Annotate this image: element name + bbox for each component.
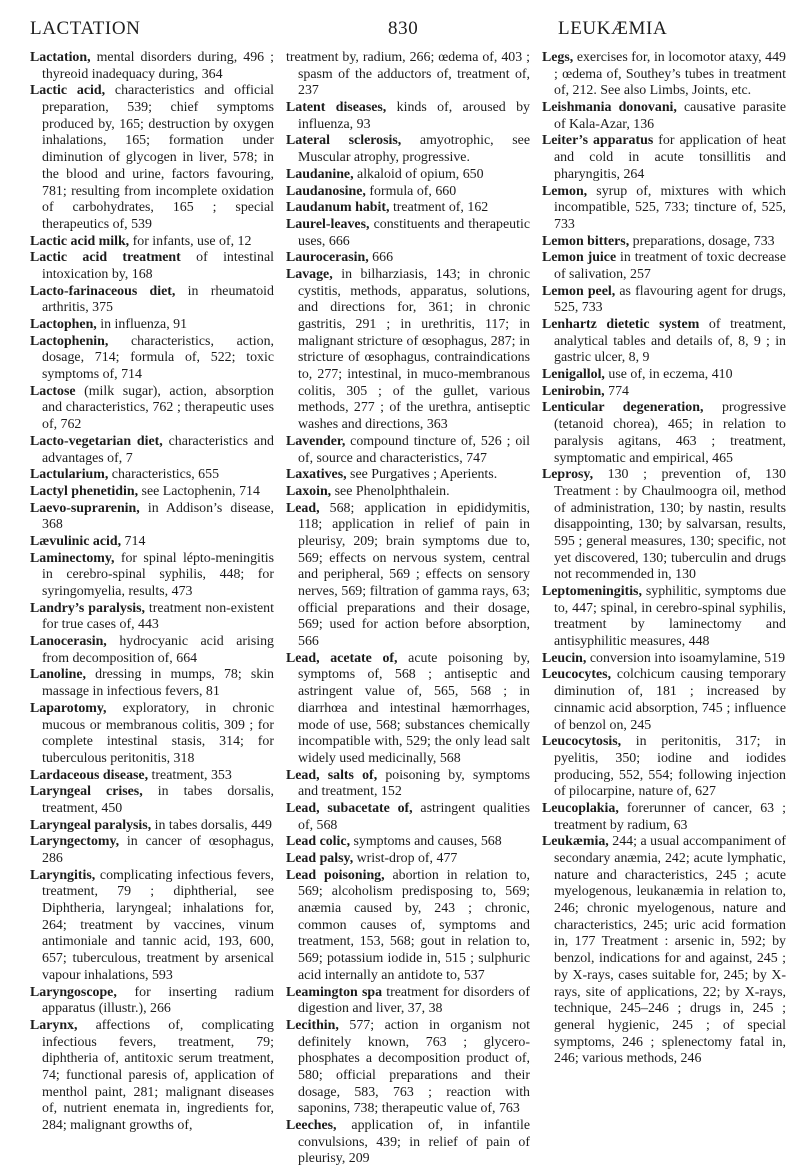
index-entry (30, 868, 274, 985)
index-term: Laminectomy, (30, 550, 115, 566)
index-term: Laxoin, (286, 483, 332, 499)
index-entry (286, 267, 530, 434)
index-text: 130 ; prevention of, 130 Treatment : by Chaulmoogra oil, method of administration, 130; by nastin, results disappointing, 130; by salvarsan, results, 595 ; general measures, 130; specific, not yet discovered, 130; tuberculin and drugs not recommended in, 130 (554, 467, 786, 583)
index-entry (286, 434, 530, 467)
index-text: acute poisoning by, symptoms of, 568 ; antiseptic and astringent value of, 565, 568 ; in diarrhœa and intestinal hæmorrhages, mode of use, 568; substances chemically incompatible with, 529; the only lead salt widely used medicinally, 568 (298, 650, 530, 766)
index-entry (542, 100, 786, 133)
page-number: 830 (388, 18, 419, 39)
index-entry (542, 734, 786, 801)
index-term: Lead, acetate of, (286, 650, 398, 666)
index-term: Lemon peel, (542, 283, 616, 299)
index-text: 577; action in organism not definitely known, 763 ; glycero-phosphates a decomposition product of, 580; official preparations and their dosage, 583, 763 ; reaction with saponins, 738; therapeutic value of, 763 (298, 1017, 530, 1117)
index-columns (30, 50, 786, 1168)
index-text: for inserting radium apparatus (illustr.), 266 (42, 984, 274, 1017)
index-text: in tabes dorsalis, 449 (151, 817, 272, 833)
index-text: 774 (604, 383, 629, 399)
index-term: Lanocerasin, (30, 634, 107, 650)
index-entry (286, 1118, 530, 1168)
index-term: Laryngeal paralysis, (30, 817, 152, 833)
index-term: Lactyl phenetidin, (30, 483, 139, 499)
index-text: of intestinal intoxication by, 168 (42, 250, 274, 282)
index-entry (30, 768, 274, 785)
index-text: in bilharziasis, 143; in chronic cystitis, methods, apparatus, solutions, and directions for, 361; in chronic gastritis, 291 ; in urethritis, 117; in malignant stricture of œsophagus, 287; in stricture of œsophagus, contraindications to, 277; intestinal, in muco-membranous colitis, 305 ; of the gullet, various methods, 277 ; of the urethra, antiseptic washes and directions, 363 (298, 266, 530, 433)
index-term: Leucocytes, (542, 667, 612, 683)
index-term: Lenirobin, (542, 383, 605, 399)
index-term: Lactic acid treatment (30, 250, 181, 266)
index-entry (30, 985, 274, 1018)
index-term: Lecithin, (286, 1017, 339, 1033)
index-text: for infants, use of, 12 (129, 233, 252, 249)
index-entry (286, 200, 530, 217)
index-entry (30, 434, 274, 467)
index-entry (286, 467, 530, 484)
index-term: Lead palsy, (286, 851, 354, 866)
index-term: Lanoline, (30, 667, 86, 683)
index-text: for application of heat and cold in acute tonsillitis and pharyngitis, 264 (554, 133, 786, 182)
index-entry (286, 484, 530, 501)
index-term: Latent diseases, (286, 100, 387, 116)
index-term: Lemon bitters, (542, 233, 630, 249)
index-entry (30, 551, 274, 601)
index-text: kinds of, aroused by influenza, 93 (298, 100, 530, 132)
index-term: Lateral sclerosis, (286, 133, 402, 149)
index-text: see Purgatives ; Aperients. (346, 467, 498, 483)
index-column-3 (542, 50, 786, 1168)
index-entry (286, 100, 530, 133)
index-entry (542, 184, 786, 234)
index-entry (542, 250, 786, 283)
index-entry (286, 985, 530, 1018)
index-term: Lactophen, (30, 317, 97, 332)
index-entry (30, 667, 274, 700)
index-entry (286, 501, 530, 651)
index-term: Laxatives, (286, 467, 347, 483)
index-text: in influenza, 91 (96, 317, 188, 332)
index-entry (30, 1018, 274, 1135)
index-term: Lactose (30, 383, 76, 399)
index-text: as flavouring agent for drugs, 525, 733 (554, 283, 786, 316)
index-term: Lavender, (286, 433, 346, 449)
index-entry (286, 217, 530, 250)
index-term: Legs, (542, 50, 574, 65)
index-term: Lead, salts of, (286, 767, 378, 783)
index-entry (30, 818, 274, 835)
index-term: Laryngoscope, (30, 984, 117, 1000)
index-text: see Lactophenin, 714 (138, 483, 260, 499)
index-text: poisoning by, symptoms and treatment, 152 (298, 767, 530, 800)
index-term: Leiter’s apparatus (542, 133, 654, 149)
index-text: constituents and therapeutic uses, 666 (298, 216, 530, 249)
index-term: Leishmania donovani, (542, 100, 677, 116)
index-entry (286, 851, 530, 868)
index-term: Leeches, (286, 1118, 337, 1133)
index-entry (542, 133, 786, 183)
index-text: compound tincture of, 526 ; oil of, source and characteristics, 747 (298, 433, 530, 466)
index-text: treatment by, radium, 266; œdema of, 403 ; spasm of the adductors of, treatment of, 237 (286, 50, 530, 99)
index-entry (30, 317, 274, 334)
index-entry (286, 133, 530, 166)
index-text: exploratory, in chronic mucous or membranous colitis, 309 ; for complete intestinal stasis, 314; for tuberculous peritonitis, 318 (42, 700, 274, 766)
index-entry (542, 801, 786, 834)
index-term: Laryngeal crises, (30, 784, 143, 800)
index-term: Lemon juice (542, 250, 617, 266)
index-entry (30, 601, 274, 634)
index-text: formula of, 660 (365, 183, 457, 199)
index-term: Laurel-leaves, (286, 216, 370, 232)
index-text: affections of, complicating infectious fevers, treatment, 79; diphtheria of, antitoxic serum treatment, 74; functional paresis of, application of menthol paint, 281; malignant diseases of, nutrient enemata in, ingredients for, 284; malignant growths of, (42, 1017, 274, 1133)
index-text: characteristics, 655 (108, 467, 220, 483)
index-text: characteristics, action, dosage, 714; formula of, 522; toxic symptoms of, 714 (42, 333, 274, 383)
index-term: Laurocerasin, (286, 250, 369, 266)
index-text: for spinal lépto-meningitis in cerebro-spinal syphilis, 448; for syringomyelia, results, 473 (42, 550, 274, 599)
index-term: Lardaceous disease, (30, 767, 149, 783)
index-text: preparations, dosage, 733 (629, 233, 775, 249)
index-term: Laudanine, (286, 166, 354, 182)
index-entry (286, 1018, 530, 1118)
index-entry (542, 367, 786, 384)
index-text: dressing in mumps, 78; skin massage in infectious fevers, 81 (42, 667, 274, 700)
index-text: colchicum causing temporary diminution of, 181 ; increased by cinnamic acid absorption, 745 ; influence of benzol on, 245 (554, 667, 786, 733)
index-term: Leptomeningitis, (542, 584, 642, 599)
index-term: Lactic acid, (30, 83, 106, 99)
running-head-right: LEUKÆMIA (558, 18, 668, 39)
index-text: mental disorders during, 496 ; thyreoid inadequacy during, 364 (42, 50, 274, 82)
index-term: Lenhartz dietetic system (542, 317, 700, 332)
index-entry (30, 701, 274, 768)
index-text: 568; application in epididymitis, 118; application in relief of pain in pleurisy, 209; brain symptoms due to, 569; effects on nervous system, central and peripheral, 569 ; effects on sensory nerves, 569; filtration of gamma rays, 63; official preparations and their dosage, 569; used for action before absorption, 566 (298, 500, 530, 650)
index-text: abortion in relation to, 569; alcoholism predisposing to, 569; anæmia caused by, 243 ; chronic, common causes of, symptoms and treatment, 153, 568; gout in relation to, 569; potassium iodide in, 515 ; sulphuric acid internally an antidote to, 537 (298, 867, 530, 983)
index-entry (30, 284, 274, 317)
index-entry (286, 834, 530, 851)
index-term: Lactularium, (30, 467, 109, 483)
index-entry (542, 584, 786, 651)
index-text: treatment non-existent for true cases of, 443 (42, 600, 274, 633)
index-entry (542, 384, 786, 401)
index-entry (542, 50, 786, 100)
index-term: Leucocytosis, (542, 734, 622, 750)
index-term: Lemon, (542, 183, 588, 199)
index-text: amyotrophic, see Muscular atrophy, progressive. (298, 133, 530, 166)
index-entry (30, 834, 274, 867)
index-text: symptoms and causes, 568 (350, 834, 502, 850)
index-text: exercises for, in locomotor ataxy, 449 ; œdema of, Southey’s tubes in treatment of, 212. See also Limbs, Joints, etc. (554, 50, 786, 99)
index-column-2 (286, 50, 530, 1168)
index-text: hydrocyanic acid arising from decomposition of, 664 (42, 634, 274, 666)
index-term: Laryngectomy, (30, 834, 120, 850)
index-text: 244; a usual accompaniment of secondary anæmia, 242; acute lymphatic, nature and characteristics, 245 ; acute myelogenous, leukanæmia in relation to, 246; chronic myelogenous, nature and characteristics, 245; uric acid formation in, 177 Treatment : arsenic in, 592; by benzol, indications for and against, 245 ; by X-rays, cases suitable for, 245; by X-rays, site of applications, 22; by X-rays, technique, 245–246 ; drugs in, 245 ; general hygienic, 245 ; of special symptoms, 246 ; splenectomy fatal in, 246; various methods, 246 (554, 834, 786, 1067)
index-text: in tabes dorsalis, treatment, 450 (42, 784, 275, 816)
index-term: Lavage, (286, 266, 333, 282)
index-term: Lead, subacetate of, (286, 800, 413, 816)
index-text: characteristics and official preparation, 539; chief symptoms produced by, 165; destruction by oxygen inhalations, 165; formation under diminution of glycogen in liver, 578; in the blood and urine, factors favouring, 781; resulting from incomplete oxidation of carbohydrates, 165 ; special therapeutics of, 539 (42, 83, 274, 232)
index-entry (542, 667, 786, 734)
index-entry (542, 467, 786, 584)
index-term: Lead, (286, 500, 320, 516)
index-entry (30, 234, 274, 251)
index-text: in cancer of œsophagus, 286 (42, 834, 274, 866)
index-term: Lenticular degeneration, (542, 400, 704, 416)
page-header (30, 12, 786, 46)
index-entry (30, 250, 274, 283)
index-term: Landry’s paralysis, (30, 600, 145, 616)
index-term: Laudanum habit, (286, 200, 390, 216)
index-text: progressive (tetanoid chorea), 465; in relation to paralysis agitans, 463 ; treatment, symptomatic and empirical, 465 (554, 400, 786, 466)
index-text: (milk sugar), action, absorption and characteristics, 762 ; therapeutic uses of, 762 (42, 383, 274, 433)
index-entry (542, 234, 786, 251)
index-text: application of, in infantile convulsions, 439; in relief of pain of pleurisy, 209 (298, 1118, 530, 1167)
index-entry (542, 651, 786, 668)
index-entry (30, 50, 274, 83)
index-term: Leukæmia, (542, 834, 609, 850)
index-term: Lead colic, (286, 834, 351, 850)
index-entry (30, 501, 274, 534)
index-entry (542, 400, 786, 467)
index-term: Lenigallol, (542, 367, 605, 383)
index-entry (30, 384, 274, 434)
index-term: Lacto-vegetarian diet, (30, 433, 163, 449)
index-text: characteristics and advantages of, 7 (42, 433, 274, 466)
index-column-1 (30, 50, 274, 1168)
index-text: wrist-drop of, 477 (353, 851, 458, 866)
index-text: 714 (121, 533, 146, 549)
index-entry (286, 801, 530, 834)
index-text: syrup of, mixtures with which incompatible, 525, 733; tincture of, 525, 733 (554, 183, 786, 232)
index-text: conversion into isoamylamine, 519 (586, 650, 786, 666)
index-term: Laevo-suprarenin, (30, 500, 140, 516)
index-text: astringent qualities of, 568 (298, 800, 530, 833)
index-term: Leucin, (542, 650, 587, 666)
index-entry (286, 768, 530, 801)
index-term: Laryngitis, (30, 867, 96, 883)
index-entry (286, 167, 530, 184)
index-text: of treatment, analytical tables and details of, 8, 9 ; in gastric ulcer, 8, 9 (554, 317, 786, 366)
index-term: Lactation, (30, 50, 91, 65)
index-term: Leprosy, (542, 467, 594, 483)
index-text: in Addison’s disease, 368 (42, 500, 274, 533)
index-text: use of, in eczema, 410 (604, 367, 733, 383)
index-term: Lactic acid milk, (30, 233, 130, 249)
index-term: Larynx, (30, 1017, 78, 1033)
index-term: Laparotomy, (30, 700, 107, 716)
index-text: in rheumatoid arthritis, 375 (42, 283, 274, 316)
index-entry (542, 834, 786, 1068)
index-term: Leamington spa (286, 984, 383, 1000)
index-text: 666 (368, 250, 394, 266)
index-entry (286, 50, 530, 100)
index-text: in peritonitis, 317; in pyelitis, 350; iodine and iodides producing, 552, 554; following injection of pilocarpine, nature of, 627 (554, 734, 786, 800)
index-entry (30, 334, 274, 384)
index-entry (286, 868, 530, 985)
index-term: Lactophenin, (30, 333, 109, 349)
index-entry (286, 651, 530, 768)
index-text: treatment for disorders of digestion and liver, 37, 38 (298, 984, 531, 1017)
index-entry (286, 184, 530, 201)
index-term: Laudanosine, (286, 183, 366, 199)
index-entry (30, 784, 274, 817)
index-entry (30, 467, 274, 484)
index-text: alkaloid of opium, 650 (353, 166, 484, 182)
index-entry (30, 484, 274, 501)
index-text: treatment, 353 (148, 767, 232, 783)
running-head-left: LACTATION (30, 18, 141, 39)
index-text: see Phenolphthalein. (331, 483, 450, 499)
index-term: Lead poisoning, (286, 867, 385, 883)
index-term: Leucoplakia, (542, 800, 619, 816)
index-entry (542, 284, 786, 317)
index-text: complicating infectious fevers, treatment, 79 ; diphtherial, see Diphtheria, laryngeal; inhalations for, 264; treatment by vaccines, vinum antimoniale and tannic acid, 193, 600, 657; tuberculous, treatment by arsenical vapour inhalations, 593 (42, 867, 274, 983)
index-text: treatment of, 162 (389, 200, 489, 216)
index-entry (542, 317, 786, 367)
index-text: syphilitic, symptoms due to, 447; spinal, in cerebro-spinal syphilis, treatment by laminectomy and antisyphilitic measures, 448 (554, 584, 786, 650)
index-entry (286, 250, 530, 267)
index-entry (30, 634, 274, 667)
index-term: Lævulinic acid, (30, 533, 122, 549)
index-text: forerunner of cancer, 63 ; treatment by radium, 63 (554, 800, 786, 833)
index-entry (30, 83, 274, 233)
index-entry (30, 534, 274, 551)
index-text: causative parasite of Kala-Azar, 136 (554, 100, 786, 132)
index-term: Lacto-farinaceous diet, (30, 283, 176, 299)
index-text: in treatment of toxic decrease of salivation, 257 (554, 250, 786, 282)
